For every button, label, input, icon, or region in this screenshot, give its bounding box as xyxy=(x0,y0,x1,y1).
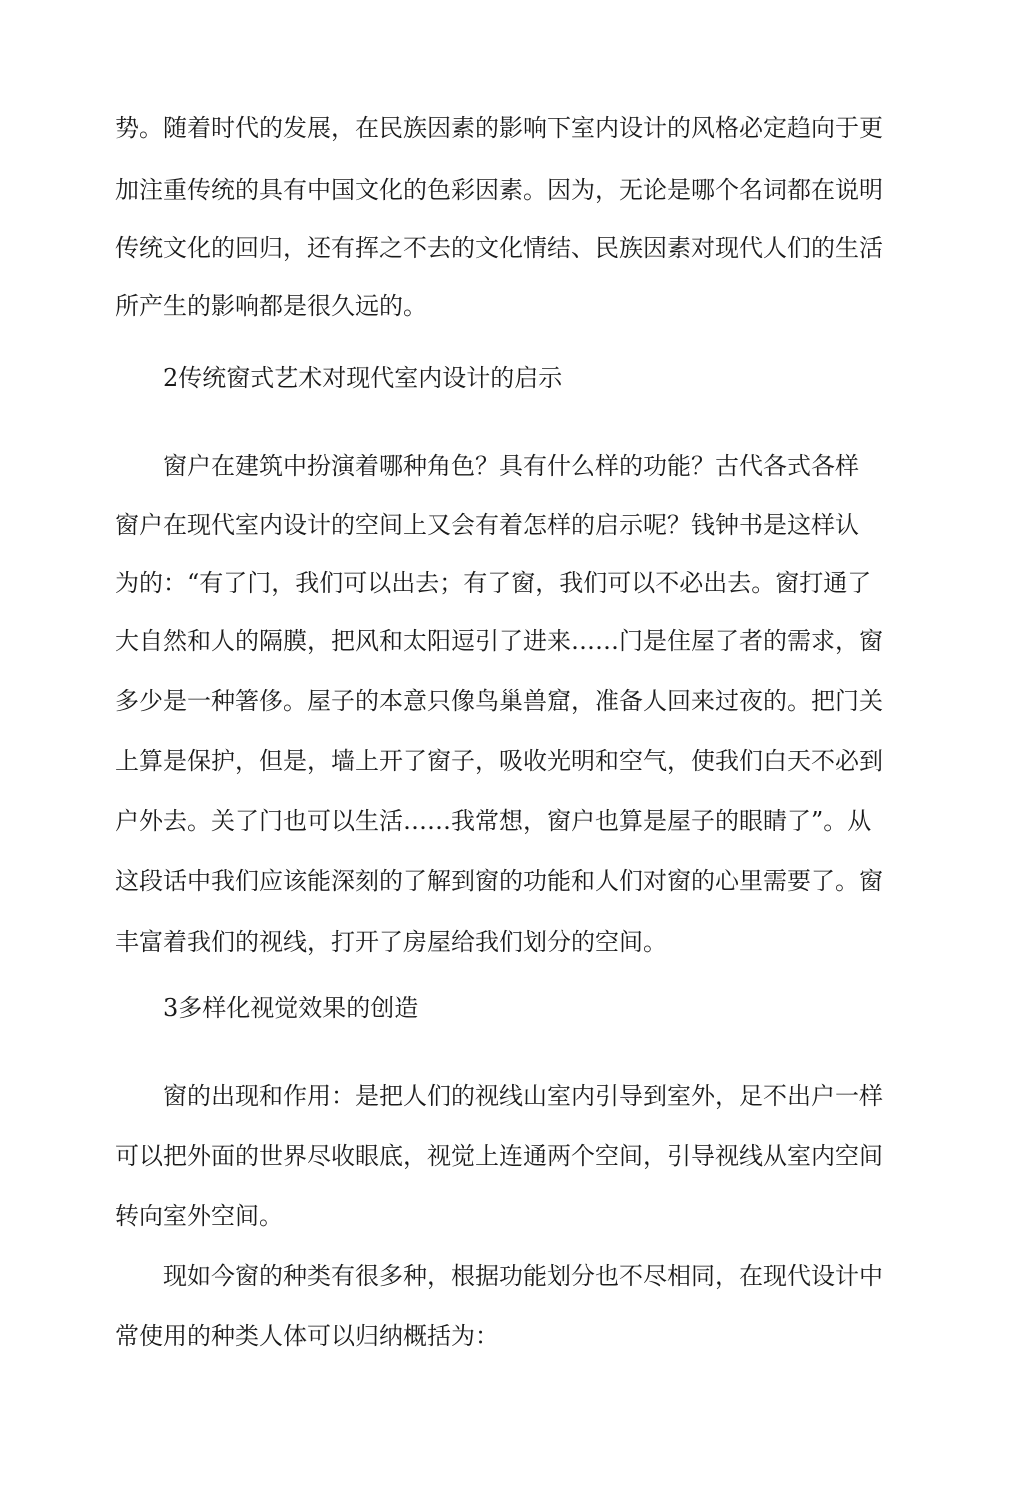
paragraph-line: 可以把外面的世界尽收眼底，视觉上连通两个空间，引导视线从室内空间 xyxy=(115,1142,883,1170)
paragraph-line: 大自然和人的隔膜，把风和太阳逗引了进来……门是住屋了者的需求，窗 xyxy=(115,627,883,655)
paragraph-line: 窗户在现代室内设计的空间上又会有着怎样的启示呢？钱钟书是这样认 xyxy=(115,511,859,539)
paragraph-line: 这段话中我们应该能深刻的了解到窗的功能和人们对窗的心里需要了。窗 xyxy=(115,867,883,895)
paragraph-line: 丰富着我们的视线，打开了房屋给我们划分的空间。 xyxy=(115,928,667,956)
paragraph-line: 多少是一种箸侈。屋子的本意只像鸟巢兽窟，准备人回来过夜的。把门关 xyxy=(115,687,883,715)
paragraph-line: 所产生的影响都是很久远的。 xyxy=(115,292,427,320)
paragraph-line: 窗的出现和作用：是把人们的视线山室内引导到室外，足不出户一样 xyxy=(163,1082,883,1110)
paragraph-line: 加注重传统的具有中国文化的色彩因素。因为，无论是哪个名词都在说明 xyxy=(115,176,883,204)
paragraph-line: 上算是保护，但是，墙上开了窗子，吸收光明和空气，使我们白天不必到 xyxy=(115,747,883,775)
paragraph-line: 常使用的种类人体可以归纳概括为： xyxy=(115,1322,499,1350)
paragraph-line: 现如今窗的种类有很多种，根据功能划分也不尽相同，在现代设计中 xyxy=(163,1262,883,1290)
section-heading: 3多样化视觉效果的创造 xyxy=(163,994,419,1022)
paragraph-line: 窗户在建筑中扮演着哪种角色？具有什么样的功能？古代各式各样 xyxy=(163,452,859,480)
paragraph-line: 为的：“有了门，我们可以出去；有了窗，我们可以不必出去。窗打通了 xyxy=(115,569,872,597)
paragraph-line: 传统文化的回归，还有挥之不去的文化情结、民族因素对现代人们的生活 xyxy=(115,234,883,262)
paragraph-line: 户外去。关了门也可以生活……我常想，窗户也算是屋子的眼睛了”。从 xyxy=(115,807,872,835)
section-heading: 2传统窗式艺术对现代室内设计的启示 xyxy=(163,364,563,392)
paragraph-line: 转向室外空间。 xyxy=(115,1202,283,1230)
paragraph-line: 势。随着时代的发展，在民族因素的影响下室内设计的风格必定趋向于更 xyxy=(115,114,883,142)
